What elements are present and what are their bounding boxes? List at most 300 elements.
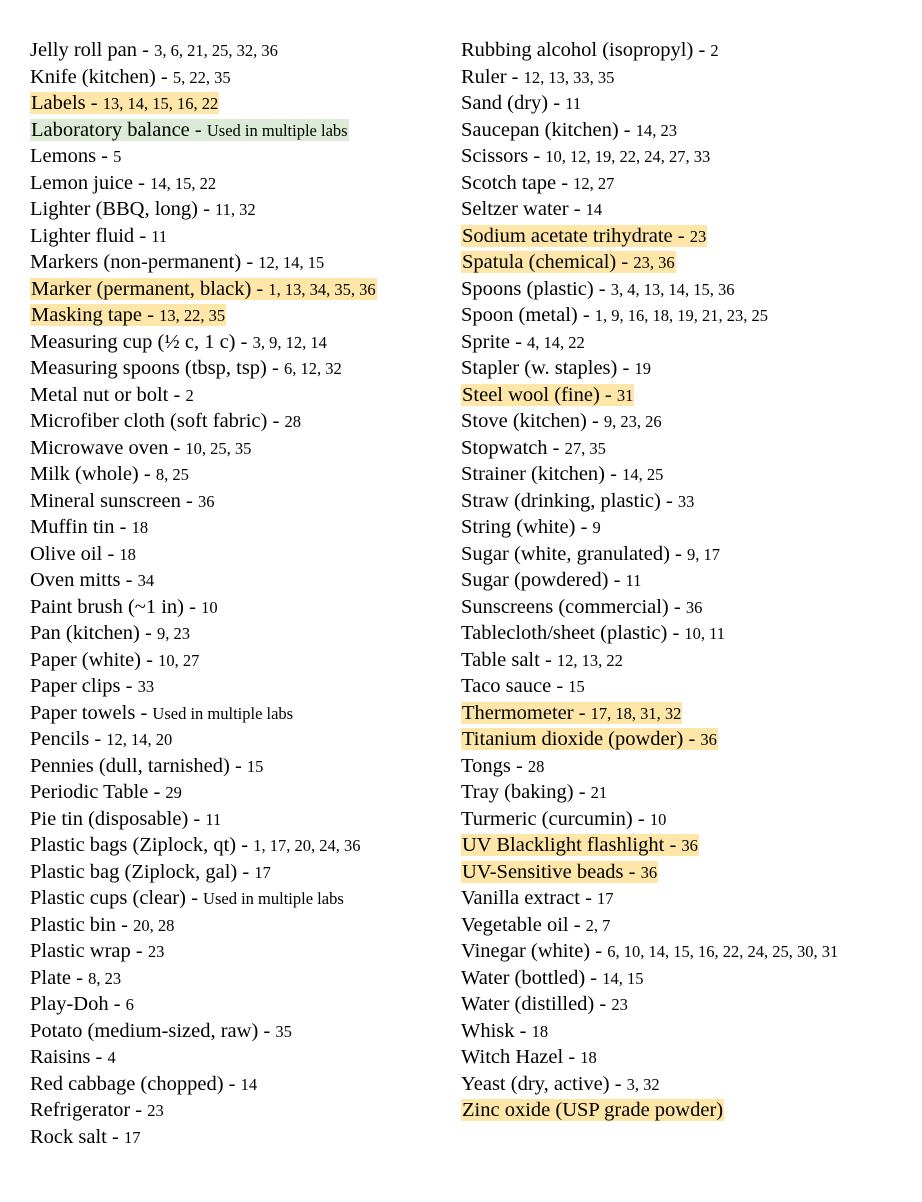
item-name: Seltzer water [461, 198, 569, 220]
item-text [461, 569, 641, 591]
item-labs: 18 [580, 1048, 597, 1067]
item-text [30, 357, 342, 379]
list-item [30, 196, 450, 223]
list-item [30, 1071, 450, 1098]
item-labs: Used in multiple labs [203, 889, 344, 908]
item-text [30, 145, 121, 167]
item-separator: - [223, 1072, 241, 1095]
item-name: Titanium dioxide (powder) [462, 728, 684, 750]
item-name: Sugar (powdered) [461, 569, 609, 591]
item-text [30, 755, 263, 777]
item-separator: - [137, 39, 155, 61]
item-text [461, 516, 601, 538]
item-name: Milk (whole) [30, 463, 139, 485]
item-separator: - [573, 701, 591, 724]
item-labs: 13, 14, 15, 16, 22 [102, 94, 219, 113]
item-labs: 18 [131, 518, 149, 537]
item-text [461, 914, 610, 936]
list-item [30, 37, 450, 64]
item-labs: 23 [611, 995, 628, 1014]
item-labs: 3, 4, 13, 14, 15, 36 [610, 279, 735, 299]
list-item [30, 647, 450, 674]
item-separator: - [89, 728, 107, 750]
item-labs: 11 [205, 809, 222, 829]
item-labs: 18 [119, 544, 136, 564]
item-labs: 13, 22, 35 [159, 306, 226, 325]
item-labs: 11, 32 [215, 200, 256, 219]
highlighted-item-text [461, 834, 699, 856]
list-item [30, 64, 450, 91]
item-text [461, 145, 710, 167]
item-labs: 23, 36 [633, 253, 675, 272]
list-item [461, 196, 916, 223]
item-name: Red cabbage (chopped) [30, 1072, 224, 1095]
item-text [461, 331, 585, 353]
highlighted-item-text [461, 225, 707, 247]
item-text [461, 304, 768, 326]
item-separator: - [594, 993, 612, 1015]
item-name: Measuring spoons (tbsp, tsp) [30, 357, 267, 379]
item-separator: - [120, 675, 138, 697]
item-text [30, 172, 216, 194]
item-name: Strainer (kitchen) [461, 463, 606, 485]
item-name: Potato (medium-sized, raw) [30, 1019, 259, 1042]
item-text [461, 993, 628, 1015]
item-labs: 33 [677, 491, 695, 511]
item-separator: - [102, 542, 120, 565]
item-separator: - [96, 145, 114, 167]
highlighted-item-text [461, 1099, 724, 1121]
item-name: Pencils [30, 728, 90, 750]
list-item [461, 64, 916, 91]
item-separator: - [669, 542, 687, 565]
item-name: Plastic bin [30, 913, 116, 936]
item-separator: - [258, 1019, 276, 1042]
item-name: Water (bottled) [461, 966, 586, 989]
item-text [30, 543, 136, 565]
item-text [30, 39, 278, 61]
item-separator: - [590, 940, 608, 962]
item-labs: 15 [568, 677, 585, 696]
item-name: Stapler (w. staples) [461, 357, 618, 379]
item-labs: 36 [700, 730, 717, 749]
item-name: Labels [31, 92, 86, 114]
item-labs: 20, 28 [133, 915, 175, 935]
item-text [30, 516, 148, 538]
item-separator: - [266, 357, 284, 379]
item-labs: 35 [275, 1021, 292, 1041]
list-item [30, 700, 450, 727]
item-labs: 1, 13, 34, 35, 36 [268, 279, 376, 299]
list-item [30, 567, 450, 594]
item-separator: - [115, 913, 134, 936]
item-text [461, 278, 735, 300]
item-separator: - [509, 330, 528, 353]
item-text [30, 1073, 257, 1095]
item-separator: - [563, 1046, 581, 1068]
item-separator: - [585, 966, 603, 989]
item-text [30, 940, 164, 962]
item-name: Plastic cups (clear) [30, 887, 186, 909]
item-labs: 18 [531, 1021, 549, 1041]
item-separator: - [528, 145, 546, 167]
item-labs: 12, 14, 20 [106, 730, 173, 749]
item-separator: - [660, 489, 678, 512]
item-labs: 6 [125, 995, 134, 1014]
list-item [461, 37, 916, 64]
item-labs: 12, 27 [573, 173, 615, 193]
item-name: Turmeric (curcumin) [461, 807, 633, 830]
item-separator: - [108, 993, 126, 1015]
item-text [461, 437, 606, 459]
item-labs: 12, 13, 22 [556, 650, 623, 670]
list-item [461, 90, 916, 117]
item-text [30, 66, 231, 88]
item-name: Lighter (BBQ, long) [30, 198, 198, 220]
item-text [30, 225, 167, 247]
list-item [30, 143, 450, 170]
item-text [461, 808, 666, 830]
item-separator: - [551, 675, 569, 697]
item-separator: - [605, 463, 623, 485]
item-labs: 17, 18, 31, 32 [590, 703, 682, 723]
item-separator: - [608, 569, 626, 591]
item-separator: - [235, 330, 253, 353]
item-name: Witch Hazel [461, 1046, 564, 1068]
left-column [30, 37, 450, 1150]
item-name: Tongs [461, 754, 511, 777]
item-name: Steel wool (fine) [462, 383, 600, 406]
item-separator: - [579, 887, 598, 909]
item-separator: - [106, 1125, 124, 1148]
item-labs: 3, 9, 12, 14 [252, 332, 327, 352]
list-item [30, 938, 450, 965]
item-separator: - [514, 1019, 532, 1042]
item-separator: - [577, 304, 595, 326]
item-name: Saucepan (kitchen) [461, 118, 619, 141]
item-labs: 10, 12, 19, 22, 24, 27, 33 [545, 147, 711, 166]
right-column [461, 37, 916, 1124]
item-text [30, 728, 172, 750]
item-text [461, 940, 838, 962]
item-separator: - [114, 516, 132, 538]
item-separator: - [237, 860, 255, 883]
list-item [30, 249, 450, 276]
item-text [30, 967, 121, 989]
item-labs: 10 [201, 597, 218, 617]
item-text [30, 251, 324, 273]
list-item [461, 382, 916, 409]
item-separator: - [510, 754, 528, 777]
item-labs: 36 [640, 862, 658, 882]
item-text [461, 463, 663, 485]
item-name: Spoon (metal) [461, 304, 578, 326]
list-item [30, 1018, 450, 1045]
item-separator: - [616, 251, 634, 273]
item-text [30, 437, 251, 459]
list-item [461, 965, 916, 992]
list-item [30, 991, 450, 1018]
item-text [461, 1073, 660, 1095]
item-separator: - [632, 807, 650, 830]
item-labs: 36 [681, 836, 698, 855]
item-name: Tablecloth/sheet (plastic) [461, 622, 668, 644]
list-item [30, 1124, 450, 1151]
list-item [30, 435, 450, 462]
list-item [30, 355, 450, 382]
item-labs: 34 [137, 571, 155, 590]
item-name: Scotch tape [461, 171, 557, 194]
item-name: Plate [30, 966, 71, 989]
list-item [30, 620, 450, 647]
list-item [461, 223, 916, 250]
list-item [30, 90, 450, 117]
list-item [461, 567, 916, 594]
item-text [461, 649, 623, 671]
item-name: Markers (non-permanent) [30, 251, 242, 273]
highlighted-item-text [30, 278, 377, 300]
item-separator: - [668, 595, 686, 618]
item-name: Rock salt [30, 1125, 107, 1148]
item-labs: 14, 23 [635, 120, 677, 140]
list-item [30, 223, 450, 250]
item-name: Metal nut or bolt [30, 383, 169, 406]
item-separator: - [251, 277, 269, 300]
item-separator: - [241, 251, 259, 273]
item-text [461, 887, 614, 909]
item-name: Sunscreens (commercial) [461, 595, 669, 618]
item-name: Laboratory balance [31, 118, 190, 141]
item-separator: - [617, 357, 635, 379]
item-name: Paint brush (~1 in) [30, 595, 185, 618]
item-name: Zinc oxide (USP grade powder) [462, 1099, 724, 1121]
item-name: Masking tape [31, 304, 143, 326]
item-separator: - [568, 913, 586, 936]
item-separator: - [180, 489, 198, 512]
item-name: Muffin tin [30, 516, 115, 538]
item-text [461, 172, 614, 194]
highlighted-item-text [461, 728, 718, 750]
item-name: UV Blacklight flashlight [462, 834, 665, 856]
item-text [30, 702, 293, 724]
list-item [30, 885, 450, 912]
list-item [461, 541, 916, 568]
list-item [461, 594, 916, 621]
item-name: Oven mitts [30, 569, 121, 591]
item-text [30, 649, 199, 671]
list-item [461, 779, 916, 806]
item-separator: - [142, 304, 160, 326]
item-labs: 29 [165, 783, 182, 802]
item-name: Microwave oven [30, 436, 169, 459]
list-item [461, 1044, 916, 1071]
item-name: Scissors [461, 145, 529, 167]
item-name: Whisk [461, 1019, 515, 1042]
item-name: Plastic bag (Ziplock, gal) [30, 860, 238, 883]
item-text [30, 834, 360, 856]
item-labs: 33 [137, 677, 155, 696]
item-name: Paper towels [30, 701, 136, 724]
item-name: Olive oil [30, 542, 103, 565]
item-separator: - [141, 648, 159, 671]
item-name: String (white) [461, 516, 576, 538]
item-name: Sugar (white, granulated) [461, 542, 670, 565]
item-separator: - [155, 65, 173, 88]
item-name: Periodic Table [30, 781, 149, 803]
item-name: Stopwatch [461, 436, 548, 459]
item-text [461, 1046, 597, 1068]
item-labs: 9, 17 [687, 544, 720, 564]
item-separator: - [90, 1046, 108, 1068]
item-text [461, 967, 643, 989]
item-separator: - [85, 92, 103, 114]
item-separator: - [135, 701, 153, 724]
item-labs: 10 [649, 809, 667, 829]
list-item [461, 143, 916, 170]
item-name: Sand (dry) [461, 92, 549, 114]
item-text [461, 622, 725, 644]
item-name: Vegetable oil [461, 913, 569, 936]
item-text [461, 410, 662, 432]
item-labs: 9, 23 [156, 624, 190, 643]
item-name: Pennies (dull, tarnished) [30, 754, 230, 777]
list-item [30, 382, 450, 409]
item-labs: 36 [197, 491, 215, 511]
list-item [30, 488, 450, 515]
list-item [461, 620, 916, 647]
list-item [30, 912, 450, 939]
item-labs: 15 [246, 756, 264, 776]
item-labs: Used in multiple labs [152, 703, 294, 723]
item-text [461, 755, 544, 777]
item-separator: - [618, 118, 636, 141]
item-name: Pie tin (disposable) [30, 807, 189, 830]
list-item [30, 594, 450, 621]
item-name: Lemon juice [30, 171, 134, 194]
item-name: Vinegar (white) [461, 940, 591, 962]
list-item [461, 647, 916, 674]
item-text [461, 596, 702, 618]
list-item [30, 276, 450, 303]
item-labs: 14, 25 [622, 465, 664, 484]
list-item [30, 329, 450, 356]
item-separator: - [547, 436, 565, 459]
list-item [30, 514, 450, 541]
item-separator: - [693, 39, 711, 61]
item-text [461, 119, 677, 141]
item-separator: - [568, 198, 586, 220]
item-labs: 17 [254, 862, 271, 882]
item-labs: 23 [147, 1101, 164, 1120]
item-labs: 10, 11 [684, 624, 726, 643]
item-separator: - [71, 966, 89, 989]
list-item [461, 117, 916, 144]
item-name: Thermometer [462, 701, 574, 724]
highlighted-item-text [30, 119, 349, 141]
item-labs: 14, 15 [602, 968, 644, 988]
item-separator: - [556, 171, 574, 194]
item-text [461, 357, 651, 379]
item-separator: - [672, 224, 690, 247]
item-name: Table salt [461, 648, 540, 671]
item-separator: - [133, 171, 151, 194]
list-item [30, 673, 450, 700]
item-labs: 11 [565, 94, 582, 113]
item-labs: 4 [107, 1048, 116, 1067]
item-text [30, 463, 189, 485]
item-labs: 1, 17, 20, 24, 36 [253, 836, 361, 855]
item-separator: - [188, 807, 206, 830]
list-item [461, 302, 916, 329]
item-text [30, 1046, 116, 1068]
item-separator: - [236, 834, 254, 856]
item-labs: 28 [527, 756, 545, 776]
item-labs: 10, 27 [158, 650, 200, 670]
item-separator: - [599, 383, 617, 406]
item-text [30, 887, 344, 909]
item-labs: 12, 13, 33, 35 [523, 67, 615, 87]
item-separator: - [539, 648, 557, 671]
item-separator: - [683, 728, 701, 750]
item-labs: 36 [685, 597, 703, 617]
list-item [30, 965, 450, 992]
item-labs: Used in multiple labs [206, 120, 348, 140]
item-labs: 14 [240, 1074, 258, 1094]
item-text [461, 92, 581, 114]
list-item [461, 435, 916, 462]
list-item [461, 355, 916, 382]
item-separator: - [667, 622, 685, 644]
item-labs: 1, 9, 16, 18, 19, 21, 23, 25 [594, 306, 769, 325]
item-labs: 10, 25, 35 [185, 438, 252, 458]
item-separator: - [138, 463, 156, 485]
item-labs: 8, 25 [155, 465, 189, 484]
item-labs: 23 [147, 942, 165, 961]
item-name: Stove (kitchen) [461, 410, 587, 432]
item-text [30, 675, 154, 697]
list-item [30, 753, 450, 780]
item-text [30, 861, 271, 883]
item-text [461, 198, 602, 220]
list-item [30, 541, 450, 568]
item-text [30, 622, 190, 644]
item-name: Sodium acetate trihydrate [462, 224, 673, 247]
item-name: Spatula (chemical) [462, 251, 617, 273]
highlighted-item-text [461, 702, 682, 724]
item-text [30, 993, 134, 1015]
item-separator: - [184, 595, 202, 618]
item-separator: - [197, 198, 216, 220]
item-name: Ruler [461, 65, 507, 88]
item-separator: - [120, 569, 138, 591]
item-labs: 12, 14, 15 [258, 253, 325, 272]
list-item [461, 832, 916, 859]
item-text [461, 39, 719, 61]
item-name: Paper clips [30, 675, 121, 697]
list-item [461, 938, 916, 965]
list-item [461, 408, 916, 435]
item-text [30, 596, 218, 618]
item-text [30, 781, 182, 803]
item-labs: 5 [113, 147, 122, 166]
list-item [461, 488, 916, 515]
list-item [461, 700, 916, 727]
item-name: Yeast (dry, active) [461, 1072, 610, 1095]
list-item [461, 170, 916, 197]
highlighted-item-text [461, 251, 676, 273]
list-item [461, 1071, 916, 1098]
list-item [461, 329, 916, 356]
